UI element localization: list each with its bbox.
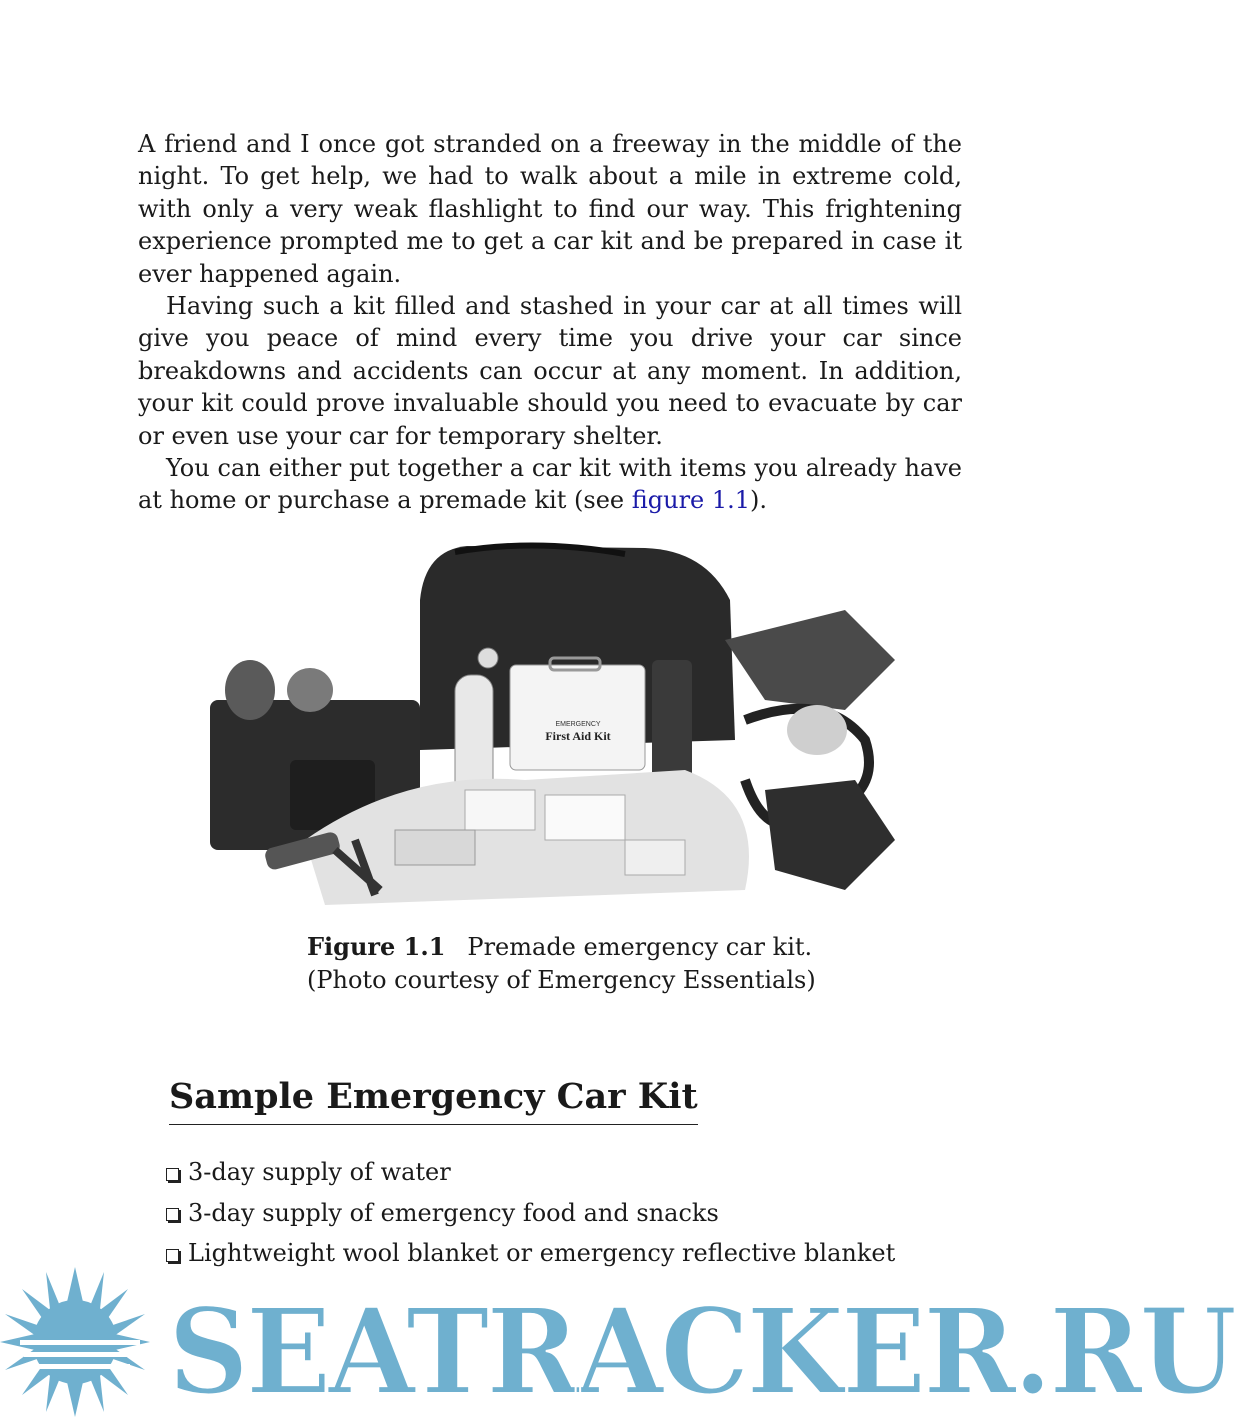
- list-item-text: 3-day supply of water: [188, 1158, 451, 1187]
- list-item: [166, 1193, 895, 1234]
- safety-vest: [725, 610, 895, 710]
- caption-label: Figure 1.1: [307, 932, 446, 961]
- bandage-pack-2: [545, 795, 625, 840]
- figure-link[interactable]: figure 1.1: [631, 486, 751, 515]
- bandage-pack-1: [465, 790, 535, 830]
- section-title: Sample Emergency Car Kit: [169, 1072, 698, 1125]
- checkbox-icon: [166, 1249, 179, 1262]
- paragraph-3: [138, 452, 962, 517]
- stove-canister: [225, 660, 275, 720]
- checklist: [166, 1152, 895, 1274]
- paragraph-3-end: ).: [750, 486, 768, 515]
- mask-roll: [787, 705, 847, 755]
- paragraph-1: A friend and I once got stranded on a freeway in the middle of the night. To get help, we had to walk about a mile in extreme cold, with only a very weak flashlight to find our way. This frightening experience prompted me to get a car kit and be prepared in case it ever happened again.: [138, 130, 962, 288]
- list-item: [166, 1152, 895, 1193]
- first-aid-box: [510, 665, 645, 770]
- caption-credit: (Photo courtesy of Emergency Essentials): [307, 966, 816, 994]
- first-aid-label: First Aid Kit: [545, 729, 611, 743]
- checkbox-icon: [166, 1208, 179, 1221]
- work-gloves: [765, 780, 895, 890]
- checkbox-icon: [166, 1168, 179, 1181]
- list-item-text: Lightweight wool blanket or emergency reflective blanket: [188, 1239, 896, 1268]
- kit-photo: [205, 540, 900, 910]
- watermark-text: SEATRACKER.RU: [168, 1283, 1234, 1422]
- paragraph-3-text: You can either put together a car kit with items you already have at home or purchase a premade kit (see: [138, 454, 962, 515]
- figure-caption: [307, 930, 867, 997]
- tape-roll: [287, 668, 333, 712]
- bandage-pack-3: [395, 830, 475, 865]
- caption-text: Premade emergency car kit.: [467, 933, 813, 961]
- bandage-pack-4: [625, 840, 685, 875]
- first-aid-label-top: EMERGENCY: [555, 721, 601, 728]
- body-text: [138, 128, 962, 517]
- paragraph-2: Having such a kit filled and stashed in your car at all times will give you peace of mind every time you drive your car since breakdowns and accidents can occur at any moment. In addition, your kit could prove invaluable should you need to evacuate by car or even use your car for temporary shelter.: [138, 292, 962, 450]
- extinguisher-gauge: [478, 648, 498, 668]
- list-item-text: 3-day supply of emergency food and snacks: [188, 1198, 719, 1227]
